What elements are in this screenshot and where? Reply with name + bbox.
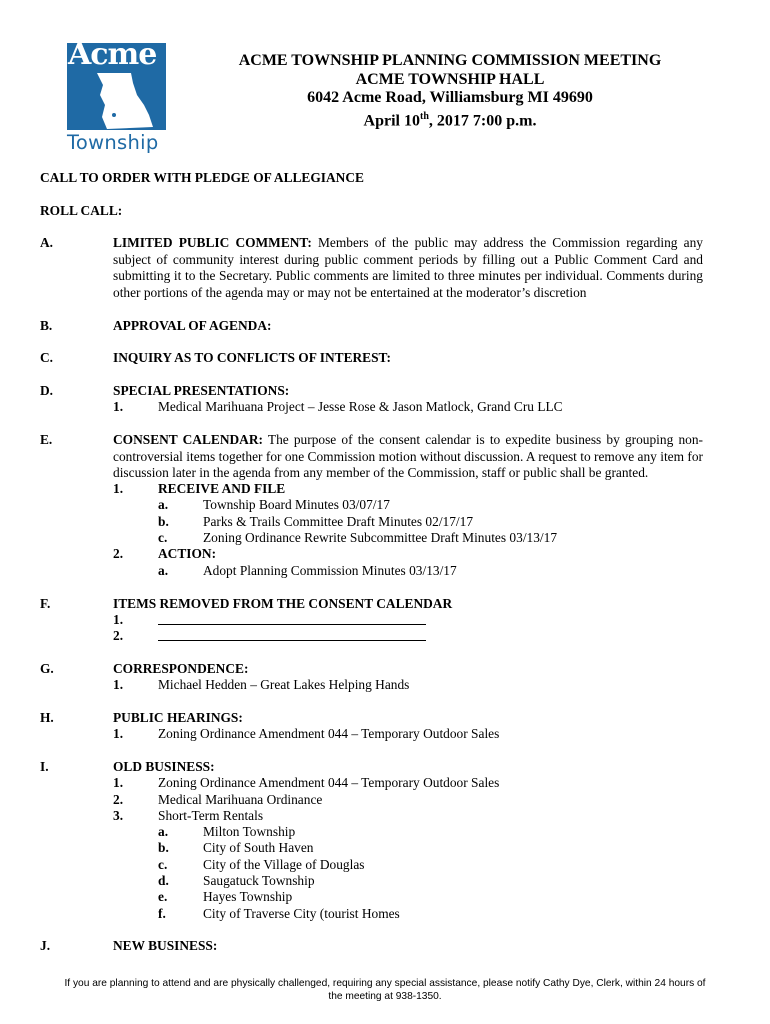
section-i-sub-b: City of South Haven [203,840,314,855]
section-i-item3-num: 3. [113,808,124,823]
section-d-item: Medical Marihuana Project – Jesse Rose & Jason Matlock, Grand Cru LLC [158,399,563,414]
section-i-sub-e: Hayes Township [203,889,293,904]
section-e-body: The purpose of the consent calendar is to expedite business by grouping non-controversial items together for one Commission motion without discussion. A request to remove any item for discussion later in the agenda from any member of the Commission, staff or public shall be granted. [113,432,703,480]
section-i-item1: Zoning Ordinance Amendment 044 – Temporary Outdoor Sales [158,775,500,790]
section-e-g1-num: 1. [113,481,124,496]
section-i-sub-d: Saugatuck Township [203,873,315,888]
section-e-g1: RECEIVE AND FILE [158,481,286,496]
section-g-letter: G. [40,661,54,676]
section-e-g1b-letter: b. [158,514,169,529]
header-date-sup: th [419,110,429,122]
section-e-g2a: Adopt Planning Commission Minutes 03/13/17 [203,563,457,578]
section-f-item2-blank [158,628,426,646]
logo-word: Acme [68,37,157,72]
footer-line1: If you are planning to attend and are physically challenged, requiring any special assistance, please notify Cathy Dye, Clerk, within 24 hours of [64,978,706,989]
section-g-item-num: 1. [113,677,124,692]
section-d-title: SPECIAL PRESENTATIONS: [113,383,290,398]
section-e-letter: E. [40,432,53,447]
section-h-item: Zoning Ordinance Amendment 044 – Temporary Outdoor Sales [158,726,500,741]
header-location: ACME TOWNSHIP HALL [355,70,545,88]
section-e-g1c-letter: c. [158,530,168,545]
section-i-item1-num: 1. [113,775,124,790]
section-f-item2-num: 2. [113,628,124,643]
footer-notice [60,977,710,1003]
section-d-letter: D. [40,383,54,398]
section-i-sub-a-letter: a. [158,824,169,839]
section-g-title: CORRESPONDENCE: [113,661,249,676]
section-i-letter: I. [40,759,49,774]
section-i-sub-e-letter: e. [158,889,168,904]
section-e-g1a: Township Board Minutes 03/07/17 [203,497,390,512]
section-f-title: ITEMS REMOVED FROM THE CONSENT CALENDAR [113,596,453,611]
section-c-letter: C. [40,350,54,365]
section-b-letter: B. [40,318,53,333]
section-e-g2: ACTION: [158,546,217,561]
section-a-text [113,235,703,301]
section-i-item2: Medical Marihuana Ordinance [158,792,323,807]
logo-township-text: Township [67,131,159,154]
header-date [200,108,700,131]
section-h-title: PUBLIC HEARINGS: [113,710,243,725]
section-a-title: LIMITED PUBLIC COMMENT: [113,235,312,250]
section-i-sub-b-letter: b. [158,840,169,855]
section-g-item: Michael Hedden – Great Lakes Helping Hands [158,677,410,692]
section-d-item-num: 1. [113,399,124,414]
section-f-item1-blank [158,612,426,630]
section-e-g1a-letter: a. [158,497,169,512]
section-e-g2a-letter: a. [158,563,169,578]
section-h-letter: H. [40,710,54,725]
section-j-title: NEW BUSINESS: [113,938,218,953]
section-a-body: Members of the public may address the Commission regarding any subject of community interest during public comment periods by filling out a Public Comment Card and submitting it to the Secretary. Public comments are limited to three minutes per individual. Comments during other portions of the agenda may or may not be entertained at the moderator’s discretion [113,235,703,300]
section-b-title: APPROVAL OF AGENDA: [113,318,272,333]
section-i-sub-f: City of Traverse City (tourist Homes [203,906,400,921]
section-e-text [113,432,703,482]
section-h-item-num: 1. [113,726,124,741]
section-i-sub-c-letter: c. [158,857,168,872]
call-to-order: CALL TO ORDER WITH PLEDGE OF ALLEGIANCE [40,170,364,185]
header-title: ACME TOWNSHIP PLANNING COMMISSION MEETING [238,52,662,69]
section-i-sub-d-letter: d. [158,873,169,888]
roll-call: ROLL CALL: [40,203,123,218]
section-f-letter: F. [40,596,51,611]
section-e-title: CONSENT CALENDAR: [113,432,263,447]
acme-township-logo [67,37,173,158]
header-address: 6042 Acme Road, Williamsburg MI 49690 [307,89,593,106]
section-i-sub-c: City of the Village of Douglas [203,857,365,872]
section-a-letter: A. [40,235,54,250]
footer-line2: the meeting at 938-1350. [328,991,442,1002]
section-j-letter: J. [40,938,51,953]
section-e-g1b: Parks & Trails Committee Draft Minutes 02/17/17 [203,514,474,529]
section-i-item2-num: 2. [113,792,124,807]
section-e-g1c: Zoning Ordinance Rewrite Subcommittee Draft Minutes 03/13/17 [203,530,558,545]
section-i-title: OLD BUSINESS: [113,759,215,774]
section-e-g2-num: 2. [113,546,124,561]
header-date-pre: April 10 [363,111,420,129]
section-i-sub-a: Milton Township [203,824,296,839]
header-date-post: , 2017 7:00 p.m. [428,111,537,129]
section-i-item3: Short-Term Rentals [158,808,264,823]
meeting-header [200,52,700,130]
section-i-sub-f-letter: f. [158,906,166,921]
section-f-item1-num: 1. [113,612,124,627]
section-c-title: INQUIRY AS TO CONFLICTS OF INTEREST: [113,350,391,365]
